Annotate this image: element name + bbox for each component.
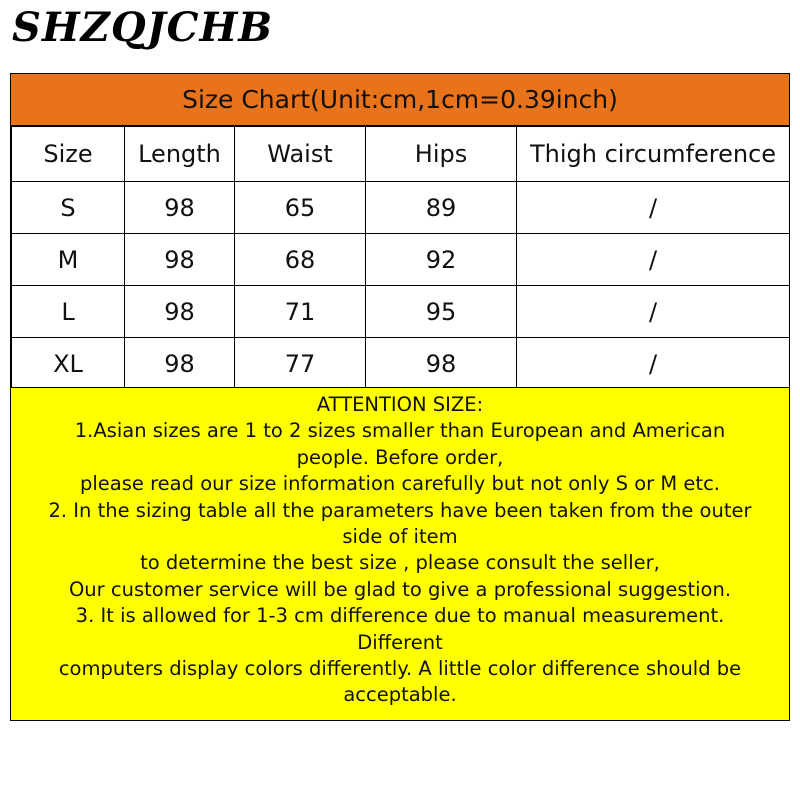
- table-cell: 92: [366, 234, 517, 286]
- note-heading: ATTENTION SIZE:: [316, 393, 484, 416]
- note-line: acceptable.: [343, 683, 457, 707]
- table-cell: /: [517, 286, 790, 338]
- table-row: [12, 234, 790, 286]
- table-cell: 68: [235, 234, 366, 286]
- table-row: [12, 338, 790, 390]
- table-cell: /: [517, 182, 790, 234]
- table-cell: /: [517, 338, 790, 390]
- note-line: 2. In the sizing table all the parameters have been taken from the outer: [48, 498, 752, 522]
- note-line: 3. It is allowed for 1-3 cm difference due to manual measurement.: [75, 604, 725, 628]
- column-header: Length: [125, 127, 235, 182]
- brand-logo: SHZQJCHB: [12, 4, 274, 51]
- table-row: [12, 286, 790, 338]
- table-row: [12, 182, 790, 234]
- table-cell: 98: [125, 182, 235, 234]
- size-table: [11, 126, 790, 390]
- note-line: to determine the best size , please consult the seller,: [140, 551, 660, 575]
- table-cell: /: [517, 234, 790, 286]
- table-cell: 95: [366, 286, 517, 338]
- note-line: people. Before order,: [296, 445, 504, 469]
- table-cell: XL: [12, 338, 125, 390]
- table-cell: 98: [125, 286, 235, 338]
- table-cell: 71: [235, 286, 366, 338]
- note-line: side of item: [342, 525, 458, 549]
- note-line: please read our size information carefully but not only S or M etc.: [80, 472, 720, 496]
- table-cell: 98: [125, 234, 235, 286]
- table-header-row: [12, 127, 790, 182]
- size-chart: [10, 73, 790, 721]
- column-header: Thigh circumference: [517, 127, 790, 182]
- column-header: Size: [12, 127, 125, 182]
- note-line: Different: [357, 630, 443, 654]
- attention-note: [11, 387, 789, 720]
- column-header: Waist: [235, 127, 366, 182]
- note-line: 1.Asian sizes are 1 to 2 sizes smaller than European and American: [74, 419, 726, 443]
- table-cell: 98: [125, 338, 235, 390]
- table-cell: M: [12, 234, 125, 286]
- note-line: computers display colors differently. A little color difference should be: [58, 657, 742, 681]
- size-chart-title: Size Chart(Unit:cm,1cm=0.39inch): [11, 74, 789, 126]
- table-cell: 89: [366, 182, 517, 234]
- column-header: Hips: [366, 127, 517, 182]
- table-cell: 65: [235, 182, 366, 234]
- note-line: Our customer service will be glad to give a professional suggestion.: [68, 577, 732, 601]
- table-cell: L: [12, 286, 125, 338]
- table-cell: 98: [366, 338, 517, 390]
- table-cell: 77: [235, 338, 366, 390]
- table-cell: S: [12, 182, 125, 234]
